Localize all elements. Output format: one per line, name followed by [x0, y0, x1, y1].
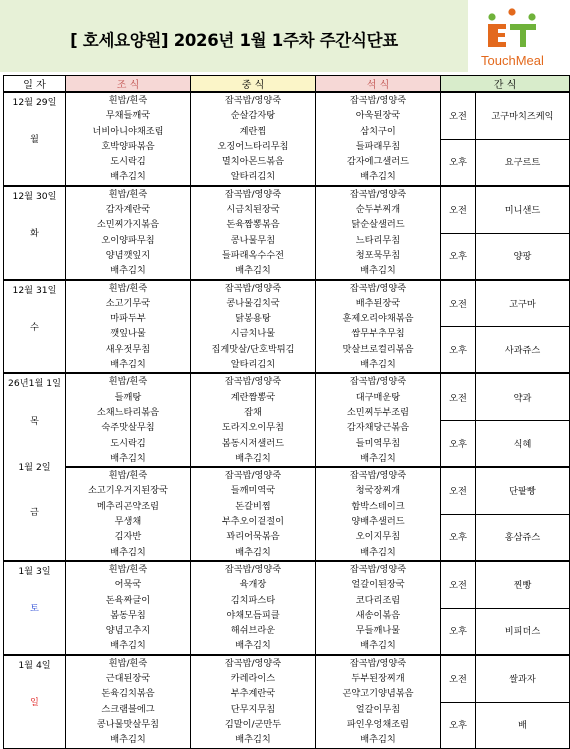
- dinner-item: 소민찌두부조림: [346, 406, 410, 418]
- lunch-item: 배추김치: [235, 452, 271, 464]
- lunch-item: 시금치나물: [230, 328, 276, 340]
- weekly-menu-table: [3, 75, 570, 749]
- breakfast-item: 흰밥/흰죽: [108, 470, 148, 482]
- lunch-item: 야채모듬피클: [226, 609, 280, 621]
- dinner-item: 배추김치: [360, 452, 396, 464]
- lunch-item: 배추김치: [235, 734, 271, 746]
- lunch-item: 도라지오이무침: [221, 422, 285, 434]
- breakfast-item: 배추김치: [110, 640, 146, 652]
- dinner-item: 배추된장국: [355, 297, 401, 309]
- breakfast-item: 배추김치: [110, 546, 146, 558]
- breakfast-item: 봄동무침: [110, 609, 146, 621]
- snack-am-item: 약과: [513, 392, 532, 404]
- snack-time-cell: [441, 373, 476, 467]
- snack-divider: [476, 326, 569, 327]
- lunch-item: 계란찜: [239, 125, 267, 137]
- dinner-item: 청국장찌개: [355, 485, 401, 497]
- header-breakfast: 조 식: [66, 76, 191, 93]
- dinner-cell: [316, 280, 441, 374]
- dinner-item: 잡곡밥/영양죽: [349, 563, 407, 575]
- snack-pm-item: 양팡: [513, 250, 532, 262]
- header-lunch: 중 식: [191, 76, 316, 93]
- breakfast-item: 들깨탕: [114, 391, 142, 403]
- lunch-item: 돈갈비찜: [235, 500, 271, 512]
- dinner-item: 잡곡밥/영양죽: [349, 657, 407, 669]
- snack-am-label: 오전: [449, 205, 467, 217]
- weekday-label: 월: [30, 134, 39, 146]
- snack-am-label: 오전: [449, 486, 467, 498]
- lunch-item: 꽈리어묵볶음: [226, 531, 280, 543]
- dinner-item: 삼치구이: [360, 125, 396, 137]
- breakfast-item: 새우젓무침: [105, 343, 151, 355]
- lunch-cell: [191, 655, 316, 748]
- day-row: [4, 373, 570, 467]
- dinner-item: 대구매운탕: [355, 391, 401, 403]
- lunch-item: 알타리김치: [230, 171, 276, 183]
- lunch-item: 멸치아몬드볶음: [221, 156, 285, 168]
- logo-wordmark: TouchMeal: [481, 53, 544, 68]
- breakfast-item: 배추김치: [110, 265, 146, 277]
- lunch-item: 잡곡밥/영양죽: [224, 376, 282, 388]
- lunch-cell: [191, 561, 316, 655]
- breakfast-item: 흰밥/흰죽: [108, 657, 148, 669]
- breakfast-item: 흰밥/흰죽: [108, 188, 148, 200]
- snack-am-item: 찐빵: [513, 580, 532, 592]
- breakfast-item: 배추김치: [110, 171, 146, 183]
- snack-am-item: 미니샌드: [504, 205, 541, 217]
- breakfast-item: 콩나물맛살무침: [96, 718, 160, 730]
- weekday-label: 토: [30, 603, 39, 615]
- lunch-item: 집게맛살/단호박튀김: [211, 343, 295, 355]
- snack-pm-label: 오후: [449, 344, 467, 356]
- lunch-item: 잡곡밥/영양죽: [224, 95, 282, 106]
- lunch-item: 순살감자탕: [230, 110, 276, 122]
- snack-value-cell: [476, 561, 570, 655]
- snack-pm-label: 오후: [449, 438, 467, 450]
- dinner-item: 두부된장찌개: [351, 673, 405, 685]
- dinner-item: 잡곡밥/영양죽: [349, 95, 407, 106]
- breakfast-cell: [66, 186, 191, 280]
- breakfast-item: 흰밥/흰죽: [108, 376, 148, 388]
- dinner-item: 아욱된장국: [355, 110, 401, 122]
- lunch-item: 육개장: [239, 579, 267, 591]
- dinner-item: 감자에그샐러드: [346, 156, 410, 168]
- breakfast-cell: [66, 280, 191, 374]
- dinner-item: 잡곡밥/영양죽: [349, 376, 407, 388]
- lunch-item: 오징어느타리무침: [217, 140, 289, 152]
- dinner-cell: [316, 373, 441, 467]
- breakfast-item: 양념고추지: [105, 625, 151, 637]
- snack-pm-label: 오후: [449, 250, 467, 262]
- weekday-label: 목: [30, 415, 39, 427]
- breakfast-item: 소고기무국: [105, 297, 151, 309]
- lunch-item: 해쉬브라운: [230, 625, 276, 637]
- dinner-cell: [316, 655, 441, 748]
- dinner-item: 들미역무침: [355, 437, 401, 449]
- breakfast-item: 흰밥/흰죽: [108, 563, 148, 575]
- snack-am-label: 오전: [449, 392, 467, 404]
- date-label: 26년1월 1일: [8, 378, 61, 390]
- breakfast-item: 김자반: [114, 531, 142, 543]
- lunch-item: 들깨미역국: [230, 485, 276, 497]
- day-cell: [4, 561, 66, 655]
- lunch-item: 김치파스타: [230, 594, 276, 606]
- snack-am-item: 고구마치즈케익: [491, 111, 554, 123]
- day-cell: [4, 655, 66, 748]
- dinner-item: 함박스테이크: [351, 500, 405, 512]
- breakfast-item: 배추김치: [110, 452, 146, 464]
- snack-pm-label: 오후: [449, 532, 467, 544]
- dinner-item: 배추김치: [360, 265, 396, 277]
- day-row: [4, 467, 570, 561]
- lunch-item: 잡곡밥/영양죽: [224, 470, 282, 482]
- lunch-cell: [191, 467, 316, 561]
- day-cell: [4, 280, 66, 374]
- lunch-item: 잡곡밥/영양죽: [224, 188, 282, 200]
- dinner-item: 잡곡밥/영양죽: [349, 282, 407, 294]
- dinner-item: 들파래무침: [355, 140, 401, 152]
- snack-time-cell: [441, 561, 476, 655]
- dinner-item: 배추김치: [360, 640, 396, 652]
- dinner-item: 양배추샐러드: [351, 516, 405, 528]
- breakfast-item: 근대된장국: [105, 673, 151, 685]
- breakfast-item: 양념깻잎지: [105, 249, 151, 261]
- dinner-item: 느타리무침: [355, 234, 401, 246]
- dinner-item: 오이지무침: [355, 531, 401, 543]
- lunch-item: 잡채: [244, 406, 262, 418]
- snack-divider: [476, 514, 569, 515]
- snack-value-cell: [476, 655, 570, 748]
- snack-divider: [476, 608, 569, 609]
- lunch-item: 시금치된장국: [226, 204, 280, 216]
- lunch-item: 돈육짬뽕볶음: [226, 219, 280, 231]
- breakfast-cell: [66, 561, 191, 655]
- snack-pm-item: 식혜: [513, 438, 532, 450]
- snack-am-item: 쌀과자: [509, 674, 536, 686]
- snack-time-cell: [441, 655, 476, 748]
- snack-divider: [441, 326, 475, 327]
- breakfast-item: 소고기우거지된장국: [88, 485, 168, 497]
- breakfast-item: 배추김치: [110, 359, 146, 371]
- snack-divider: [441, 702, 475, 703]
- dinner-item: 코다리조림: [355, 594, 401, 606]
- lunch-cell: [191, 280, 316, 374]
- snack-value-cell: [476, 373, 570, 467]
- breakfast-item: 무생채: [114, 516, 142, 528]
- snack-value-cell: [476, 280, 570, 374]
- breakfast-item: 호박양파볶음: [101, 140, 155, 152]
- snack-am-item: 단팥빵: [509, 486, 536, 498]
- date-label: 12월 30일: [12, 190, 57, 202]
- dinner-cell: [316, 561, 441, 655]
- dinner-item: 배추김치: [360, 171, 396, 183]
- lunch-item: 단무지무침: [230, 703, 276, 715]
- breakfast-cell: [66, 92, 191, 186]
- breakfast-item: 너비아니야채조림: [92, 125, 164, 137]
- dinner-item: 새송이볶음: [355, 609, 401, 621]
- header-snack: 간 식: [441, 76, 570, 93]
- breakfast-cell: [66, 373, 191, 467]
- snack-time-cell: [441, 92, 476, 186]
- lunch-item: 카레라이스: [230, 673, 276, 685]
- lunch-item: 콩나물무침: [230, 234, 276, 246]
- breakfast-cell: [66, 467, 191, 561]
- date-label: 12월 31일: [12, 284, 57, 296]
- breakfast-item: 소민찌가지볶음: [96, 219, 160, 231]
- snack-am-item: 고구마: [509, 298, 536, 310]
- lunch-item: 부추계란국: [230, 688, 276, 700]
- day-cell: [4, 92, 66, 186]
- dinner-item: 배추김치: [360, 359, 396, 371]
- lunch-cell: [191, 186, 316, 280]
- date-label: 12월 29일: [12, 97, 57, 108]
- lunch-item: 배추김치: [235, 546, 271, 558]
- day-cell: [4, 186, 66, 280]
- snack-value-cell: [476, 92, 570, 186]
- lunch-item: 부추오이겉절이: [221, 516, 285, 528]
- dinner-item: 감자채당근볶음: [346, 422, 410, 434]
- breakfast-item: 메추리곤약조림: [96, 500, 160, 512]
- weekday-label: 화: [30, 228, 39, 240]
- breakfast-item: 소채느타리볶음: [96, 406, 160, 418]
- breakfast-cell: [66, 655, 191, 748]
- dinner-item: 맛살브로컬리볶음: [342, 343, 414, 355]
- breakfast-item: 도시락김: [110, 156, 146, 168]
- lunch-item: 잡곡밥/영양죽: [224, 282, 282, 294]
- breakfast-item: 흰밥/흰죽: [108, 95, 148, 106]
- date-label: 1월 4일: [18, 659, 51, 671]
- breakfast-item: 돈육짜글이: [105, 594, 151, 606]
- snack-pm-label: 오후: [449, 157, 467, 169]
- dinner-item: 닭순살샐러드: [351, 219, 405, 231]
- snack-pm-item: 요구르트: [504, 157, 541, 169]
- snack-am-label: 오전: [449, 111, 467, 123]
- breakfast-item: 스크램블에그: [101, 703, 155, 715]
- lunch-item: 알타리김치: [230, 359, 276, 371]
- breakfast-item: 돈육김치볶음: [101, 688, 155, 700]
- dinner-cell: [316, 92, 441, 186]
- snack-time-cell: [441, 280, 476, 374]
- dinner-item: 무들깨나물: [355, 625, 401, 637]
- page-title: [ 호세요양원] 2026년 1월 1주차 주간식단표: [70, 31, 398, 50]
- dinner-item: 쌈무부추무침: [351, 328, 405, 340]
- weekday-label: 수: [30, 321, 39, 333]
- dinner-item: 잡곡밥/영양죽: [349, 470, 407, 482]
- weekday-label: 금: [30, 507, 39, 519]
- snack-divider: [476, 420, 569, 421]
- snack-pm-item: 배: [518, 719, 527, 731]
- snack-divider: [476, 702, 569, 703]
- snack-divider: [476, 139, 569, 140]
- breakfast-item: 깻잎나물: [110, 328, 146, 340]
- lunch-item: 김말이/군만두: [224, 718, 282, 730]
- snack-am-label: 오전: [449, 298, 467, 310]
- dinner-item: 얼갈이무침: [355, 703, 401, 715]
- lunch-cell: [191, 92, 316, 186]
- date-label: 1월 2일: [18, 461, 51, 473]
- day-row: [4, 92, 570, 186]
- dinner-item: 곤약고기양념볶음: [342, 688, 414, 700]
- dinner-item: 훈제오리야채볶음: [342, 313, 414, 325]
- snack-divider: [441, 420, 475, 421]
- snack-pm-item: 사과쥬스: [504, 344, 541, 356]
- snack-divider: [441, 608, 475, 609]
- lunch-item: 배추김치: [235, 640, 271, 652]
- lunch-item: 계란짬뽕국: [230, 391, 276, 403]
- breakfast-item: 마파두부: [110, 313, 146, 325]
- snack-pm-item: 비피더스: [504, 626, 541, 638]
- breakfast-item: 흰밥/흰죽: [108, 282, 148, 294]
- snack-value-cell: [476, 467, 570, 561]
- dinner-item: 배추김치: [360, 734, 396, 746]
- date-label: 1월 3일: [18, 565, 51, 577]
- header-day: 일 자: [4, 76, 66, 93]
- breakfast-item: 배추김치: [110, 734, 146, 746]
- day-row: [4, 280, 570, 374]
- dinner-item: 배추김치: [360, 546, 396, 558]
- dinner-item: 순두부찌개: [355, 204, 401, 216]
- breakfast-item: 무채들깨국: [105, 110, 151, 122]
- breakfast-item: 오이양파무침: [101, 234, 155, 246]
- dinner-item: 얼갈이된장국: [351, 579, 405, 591]
- dinner-item: 청포묵무침: [355, 249, 401, 261]
- snack-time-cell: [441, 467, 476, 561]
- snack-divider: [441, 139, 475, 140]
- lunch-item: 닭봉용탕: [235, 313, 271, 325]
- lunch-item: 콩나물김치국: [226, 297, 280, 309]
- breakfast-item: 어묵국: [114, 579, 142, 591]
- dinner-cell: [316, 186, 441, 280]
- lunch-item: 잡곡밥/영양죽: [224, 563, 282, 575]
- breakfast-item: 도시락김: [110, 437, 146, 449]
- dinner-item: 잡곡밥/영양죽: [349, 188, 407, 200]
- day-row: [4, 561, 570, 655]
- lunch-item: 잡곡밥/영양죽: [224, 657, 282, 669]
- snack-pm-label: 오후: [449, 719, 467, 731]
- lunch-item: 봄동시저샐러드: [221, 437, 285, 449]
- lunch-item: 들파래옥수수전: [221, 249, 285, 261]
- snack-divider: [441, 514, 475, 515]
- weekday-label: 일: [30, 697, 39, 709]
- header-dinner: 석 식: [316, 76, 441, 93]
- snack-time-cell: [441, 186, 476, 280]
- snack-divider: [441, 233, 475, 234]
- lunch-item: 배추김치: [235, 265, 271, 277]
- dinner-item: 파인우엉채조림: [346, 718, 410, 730]
- snack-divider: [476, 233, 569, 234]
- breakfast-item: 감자계란국: [105, 204, 151, 216]
- day-row: [4, 186, 570, 280]
- snack-am-label: 오전: [449, 580, 467, 592]
- day-cell: [4, 373, 66, 561]
- breakfast-item: 숙주맛살무침: [101, 422, 155, 434]
- snack-pm-label: 오후: [449, 626, 467, 638]
- snack-am-label: 오전: [449, 674, 467, 686]
- dinner-cell: [316, 467, 441, 561]
- lunch-cell: [191, 373, 316, 467]
- snack-value-cell: [476, 186, 570, 280]
- snack-pm-item: 홍삼쥬스: [504, 532, 541, 544]
- day-row: [4, 655, 570, 748]
